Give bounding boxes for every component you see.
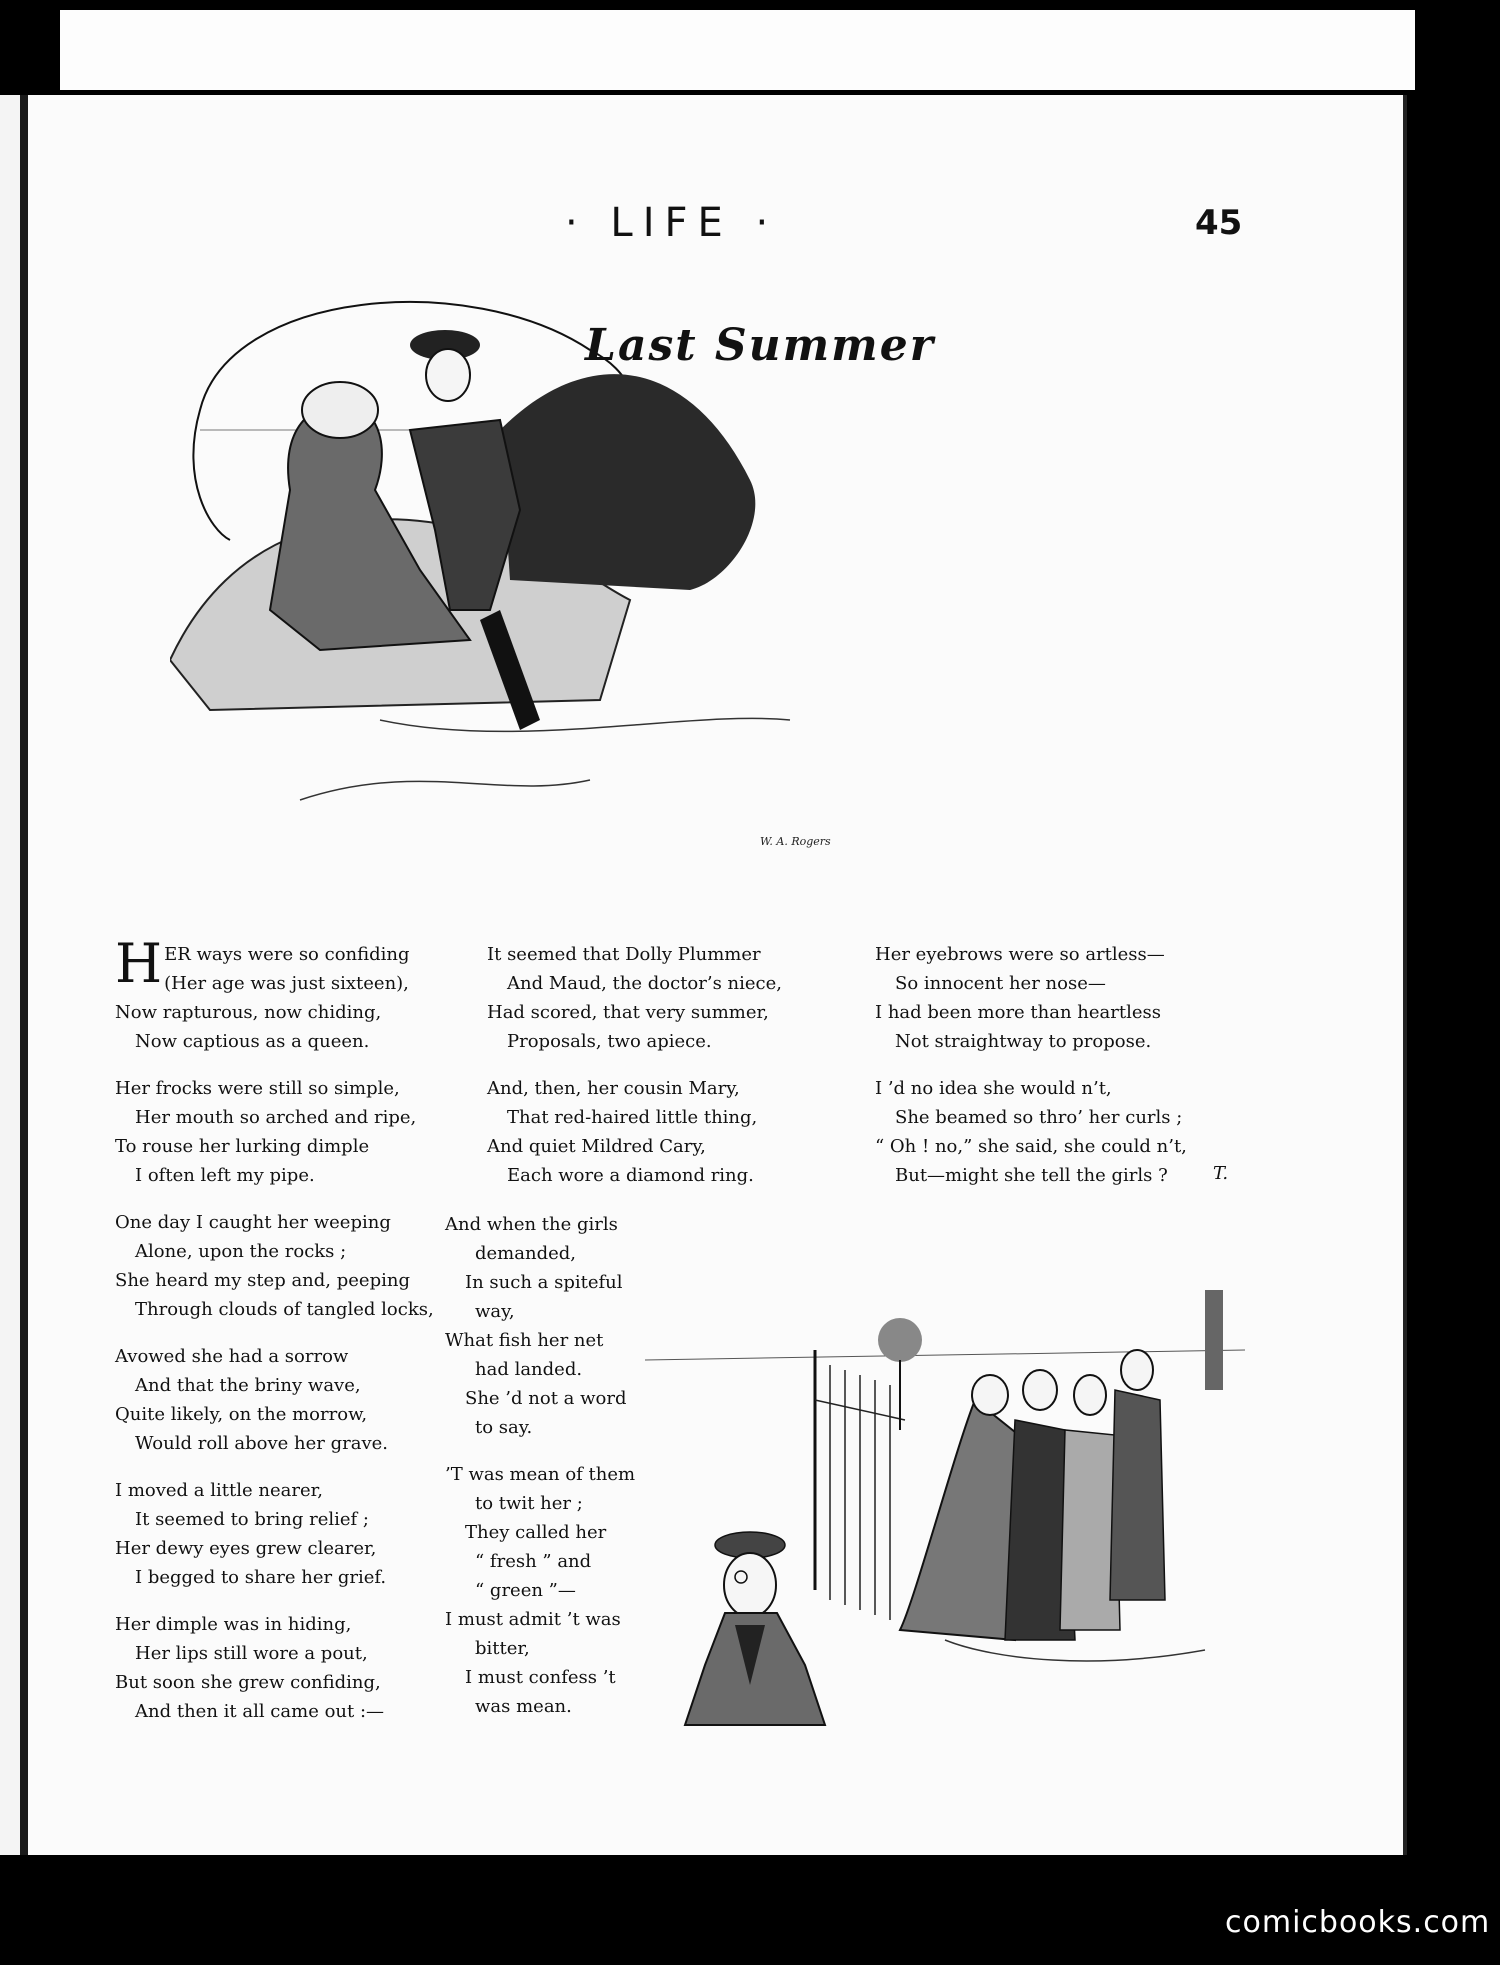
poem-line: She heard my step and, peeping [115, 1270, 410, 1291]
stanza [115, 1342, 435, 1458]
drop-cap: H [115, 932, 163, 995]
poem-line: Through clouds of tangled locks, [135, 1299, 434, 1320]
stanza [487, 1074, 797, 1190]
poem-line: And when the girls [445, 1214, 618, 1235]
binding-spine [20, 95, 28, 1855]
poem-line: Proposals, two apiece. [507, 1031, 712, 1052]
poem-line: One day I caught her weeping [115, 1212, 391, 1233]
poem-line: It seemed that Dolly Plummer [487, 944, 761, 965]
poem-line: “ green ”— [475, 1580, 576, 1601]
stanza [875, 1074, 1195, 1190]
poem-line: And Maud, the doctor’s niece, [507, 973, 783, 994]
top-paper-strip [60, 10, 1415, 90]
page-number: 45 [1195, 203, 1243, 243]
poem-line: had landed. [475, 1359, 583, 1380]
poem-line: I had been more than heartless [875, 1002, 1161, 1023]
poem-line: She ’d not a word [465, 1388, 627, 1409]
poem-line: Her mouth so arched and ripe, [135, 1107, 417, 1128]
masthead: · LIFE · [565, 200, 779, 246]
girls-by-fence-illustration [645, 1270, 1245, 1690]
poem-column-2-top [487, 940, 797, 1208]
poem-line: I must confess ’t [465, 1667, 616, 1688]
poem-column-3 [875, 940, 1195, 1208]
poem-line: To rouse her lurking dimple [115, 1136, 370, 1157]
poem-column-2-bottom [445, 1210, 635, 1739]
stanza [445, 1460, 635, 1721]
poem-line: And quiet Mildred Cary, [487, 1136, 706, 1157]
poem-line: And then it all came out :— [135, 1701, 385, 1722]
poem-line: She beamed so thro’ her curls ; [895, 1107, 1183, 1128]
line-text: ER ways were so confiding [164, 944, 410, 965]
poem-line: (Her age was just sixteen), [164, 973, 409, 994]
poem-line: But—might she tell the girls ? [895, 1165, 1168, 1186]
poem-line: “ fresh ” and [475, 1551, 592, 1572]
page-edge [1403, 95, 1407, 1855]
poem-line: to say. [475, 1417, 533, 1438]
watermark: comicbooks.com [1225, 1905, 1491, 1940]
poem-line: So innocent her nose— [895, 973, 1106, 994]
poem-line: I must admit ’t was [445, 1609, 621, 1630]
poem-line: That red-haired little thing, [507, 1107, 758, 1128]
couple-on-rocks-illustration [170, 280, 970, 920]
poem-column-1 [115, 932, 435, 1744]
poem-line: Her eyebrows were so artless— [875, 944, 1165, 965]
poem-line: Avowed she had a sorrow [115, 1346, 349, 1367]
poem-line: was mean. [475, 1696, 572, 1717]
poem-line: And that the briny wave, [135, 1375, 361, 1396]
stanza [487, 940, 797, 1056]
poem-line: “ Oh ! no,” she said, she could n’t, [875, 1136, 1187, 1157]
poem-line: Had scored, that very summer, [487, 1002, 769, 1023]
poem-line: Now rapturous, now chiding, [115, 1002, 382, 1023]
poem-title: Last Summer [585, 320, 935, 371]
poem-line: Quite likely, on the morrow, [115, 1404, 368, 1425]
poem-line: Would roll above her grave. [135, 1433, 388, 1454]
poem-line: Her lips still wore a pout, [135, 1643, 368, 1664]
poem-line: bitter, [475, 1638, 530, 1659]
poem-line: demanded, [475, 1243, 576, 1264]
poem-line: I ’d no idea she would n’t, [875, 1078, 1112, 1099]
poem-line: I begged to share her grief. [135, 1567, 387, 1588]
stanza [875, 940, 1195, 1056]
poem-line: to twit her ; [475, 1493, 583, 1514]
stanza [115, 1208, 435, 1324]
poem-line: I moved a little nearer, [115, 1480, 323, 1501]
poem-line: Her dewy eyes grew clearer, [115, 1538, 377, 1559]
poem-line: Her dimple was in hiding, [115, 1614, 352, 1635]
stanza [115, 1610, 435, 1726]
stanza [115, 1074, 435, 1190]
stanza [115, 932, 435, 1056]
poem-line: ’T was mean of them [445, 1464, 636, 1485]
stanza [115, 1476, 435, 1592]
poem-line: What fish her net [445, 1330, 604, 1351]
artist-signature: W. A. Rogers [760, 835, 831, 848]
poem-line: Now captious as a queen. [135, 1031, 370, 1052]
stanza [445, 1210, 635, 1442]
poem-line: Not straightway to propose. [895, 1031, 1152, 1052]
poem-line: Alone, upon the rocks ; [135, 1241, 347, 1262]
poem-line: I often left my pipe. [135, 1165, 315, 1186]
poem-line: It seemed to bring relief ; [135, 1509, 369, 1530]
poem-line: They called her [465, 1522, 607, 1543]
author-initial: T. [1213, 1163, 1229, 1184]
poem-line: Her frocks were still so simple, [115, 1078, 400, 1099]
poem-line: But soon she grew confiding, [115, 1672, 381, 1693]
poem-line: In such a spiteful [465, 1272, 623, 1293]
poem-line: Each wore a diamond ring. [507, 1165, 754, 1186]
poem-line: And, then, her cousin Mary, [487, 1078, 740, 1099]
poem-line: way, [475, 1301, 515, 1322]
previous-page-edge [0, 95, 20, 1855]
